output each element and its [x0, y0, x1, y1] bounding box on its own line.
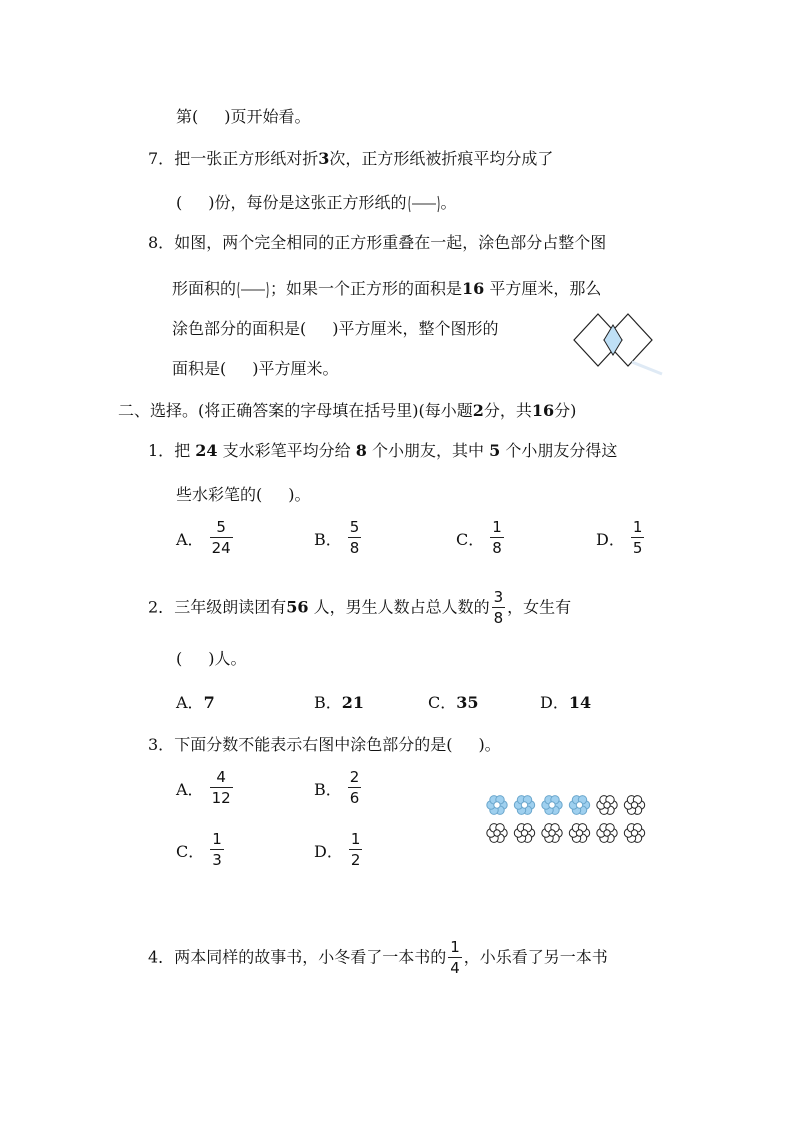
fraction: $\frac{3}{8}$: [493, 588, 504, 627]
choice-1-line-1: 1．把 24 支水彩笔平均分给 8 个小朋友，其中 5 个小朋友分得这: [148, 441, 618, 460]
choice-2-line-1: 2．三年级朗读团有56 人，男生人数占总人数的 $\frac{3}{8}$ ，女生有: [148, 588, 572, 627]
shaded-flower: [514, 796, 534, 815]
choice-3-option-b[interactable]: B． $\frac{2}{6}$: [314, 768, 360, 807]
fraction: $\frac{1}{4}$: [450, 938, 460, 977]
question-8-line-1: 8．如图，两个完全相同的正方形重叠在一起，涂色部分占整个图: [148, 233, 607, 252]
blank-fraction[interactable]: [407, 194, 441, 214]
flower: [624, 824, 644, 843]
fraction: $\frac{5}{8}$: [349, 518, 360, 557]
choice-1-line-2: 些水彩笔的( )。: [176, 485, 311, 504]
fraction: $\frac{4}{12}$: [211, 768, 231, 807]
choice-2-option-b[interactable]: B．21: [314, 693, 365, 712]
continued-line: 第( )页开始看。: [176, 107, 311, 126]
choice-1-option-a[interactable]: A． $\frac{5}{24}$: [176, 518, 231, 557]
flower: [542, 824, 562, 843]
question-7-line-1: 7．把一张正方形纸对折3次，正方形纸被折痕平均分成了: [148, 149, 554, 168]
shaded-flower: [542, 796, 562, 815]
flower: [514, 824, 534, 843]
flower-figure: [484, 792, 648, 848]
choice-2-option-a[interactable]: A．7: [176, 693, 215, 712]
fraction: $\frac{5}{24}$: [211, 518, 231, 557]
flower: [487, 824, 507, 843]
choice-3-option-a[interactable]: A． $\frac{4}{12}$: [176, 768, 231, 807]
choice-2-option-d[interactable]: D．14: [540, 693, 592, 712]
question-8-line-2: 形面积的 ；如果一个正方形的面积是16 平方厘米，那么: [172, 279, 602, 298]
decorative-mark: [632, 362, 662, 374]
question-8-line-4: 面积是( )平方厘米。: [172, 359, 339, 378]
question-7-line-2: ( )份，每份是这张正方形纸的 。: [176, 193, 457, 212]
shaded-flower: [487, 796, 507, 815]
choice-1-option-c[interactable]: C． $\frac{1}{8}$: [456, 518, 502, 557]
fraction: $\frac{1}{2}$: [350, 830, 361, 869]
fraction: $\frac{1}{8}$: [492, 518, 502, 557]
fraction: $\frac{2}{6}$: [349, 768, 360, 807]
choice-3-line-1: 3．下面分数不能表示右图中涂色部分的是( )。: [148, 735, 501, 754]
blank-fraction[interactable]: [236, 280, 270, 300]
overlapping-squares-figure: [570, 310, 670, 380]
flower: [624, 796, 644, 815]
choice-1-option-d[interactable]: D． $\frac{1}{5}$: [596, 518, 643, 557]
choice-1-option-b[interactable]: B． $\frac{5}{8}$: [314, 518, 360, 557]
section-2-heading: 二、选择。(将正确答案的字母填在括号里)(每小题2分，共16分): [118, 401, 577, 420]
choice-2-option-c[interactable]: C．35: [428, 693, 479, 712]
choice-2-line-2: ( )人。: [176, 649, 247, 668]
choice-4-line-1: 4．两本同样的故事书，小冬看了一本书的 $\frac{1}{4}$ ，小乐看了另一本书: [148, 938, 608, 977]
fraction: $\frac{1}{5}$: [632, 518, 643, 557]
question-8-line-3: 涂色部分的面积是( )平方厘米，整个图形的: [172, 319, 499, 338]
fraction: $\frac{1}{3}$: [212, 830, 222, 869]
flower: [569, 824, 589, 843]
choice-3-option-c[interactable]: C． $\frac{1}{3}$: [176, 830, 222, 869]
shaded-overlap: [604, 325, 622, 355]
shaded-flower: [569, 796, 589, 815]
flower: [597, 824, 617, 843]
choice-3-option-d[interactable]: D． $\frac{1}{2}$: [314, 830, 361, 869]
flower: [597, 796, 617, 815]
